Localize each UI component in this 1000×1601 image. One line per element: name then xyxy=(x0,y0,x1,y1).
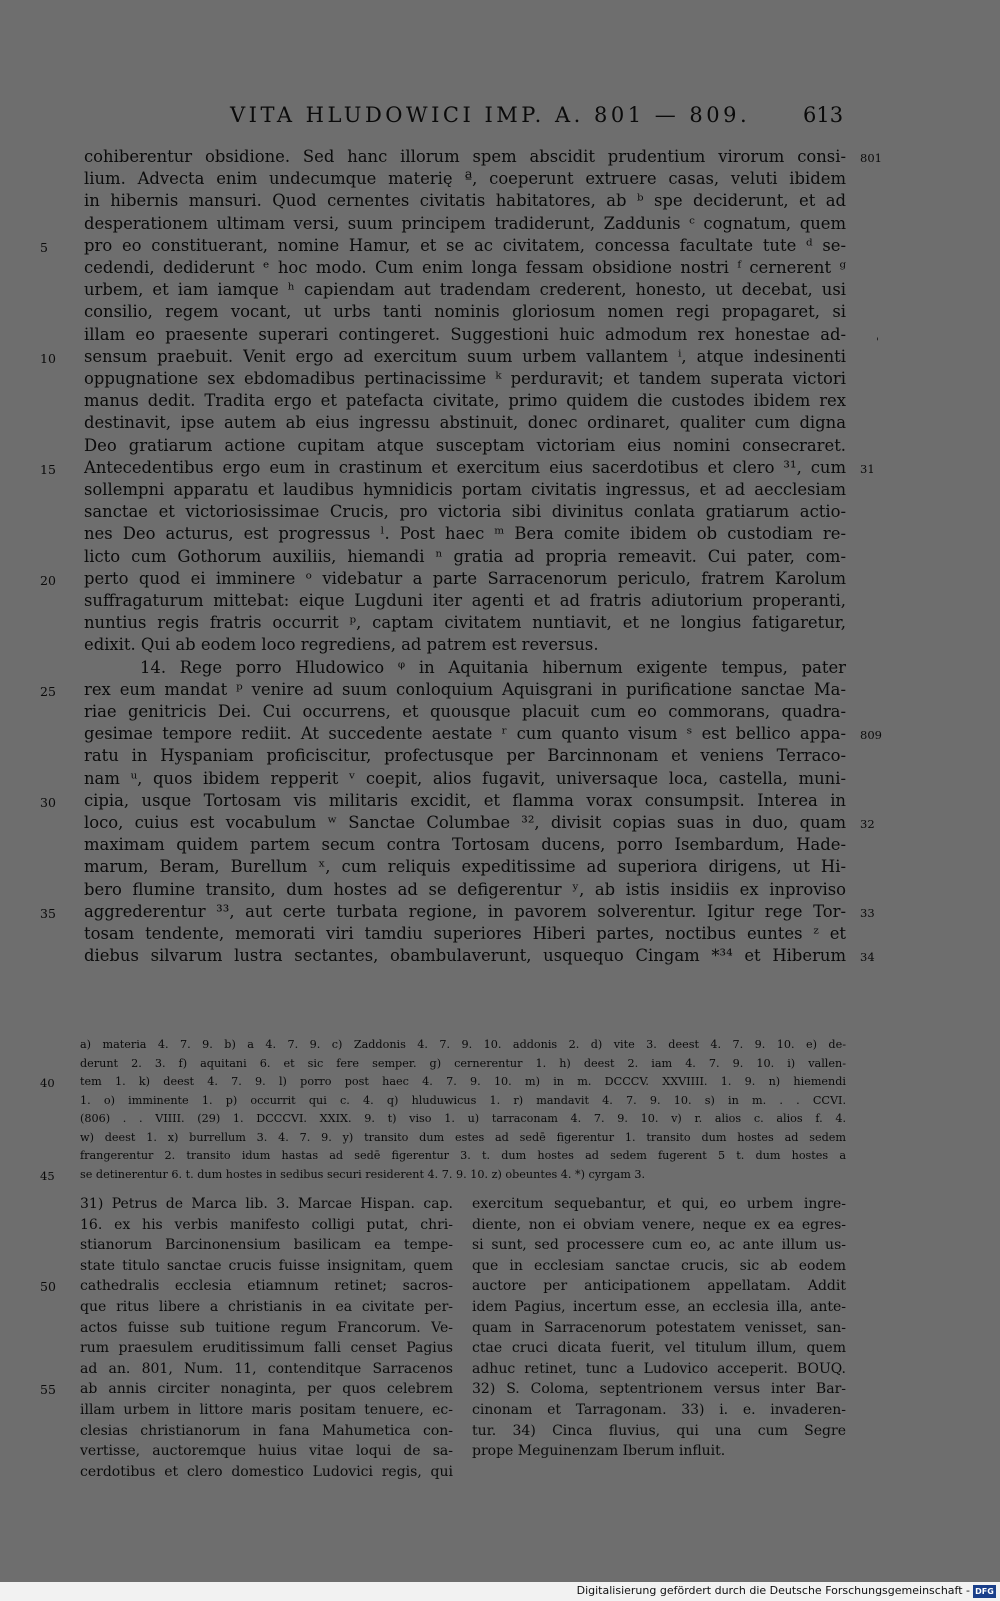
commentary-right-text: auctore per anticipationem appellatam. Addit xyxy=(472,1278,846,1295)
footer-credit: Digitalisierung gefördert durch die Deutsche Forschungsgemeinschaft - xyxy=(576,1584,970,1597)
commentary-right-text: prope Meguinenzam Iberum influit. xyxy=(472,1443,726,1460)
line-number: 55 xyxy=(40,1382,56,1398)
apparatus-line xyxy=(0,1147,1000,1166)
line-text: illam eo praesente superari contingeret. Suggestioni huic admodum rex honestae ad- xyxy=(84,324,846,344)
commentary-left-text: ab annis circiter nonaginta, per quos celebrem xyxy=(80,1381,453,1398)
line-text: Deo gratiarum actione cupitam atque susceptam victoriam eius nomini consecraret. xyxy=(84,435,846,455)
line-number: 15 xyxy=(40,461,56,477)
line-text: in hibernis mansuri. Quod cernentes civitatis habitatores, ab ᵇ spe deciderunt, et ad xyxy=(84,191,846,211)
commentary-left-text: cerdotibus et clero domestico Ludovici regis, qui xyxy=(80,1463,453,1480)
text-line xyxy=(0,301,1000,324)
text-line xyxy=(0,790,1000,813)
line-number: 45 xyxy=(40,1168,55,1183)
text-line xyxy=(0,523,1000,546)
line-text: suffragaturum mittebat: eique Lugduni iter agenti et ad fratris adiutorium properanti, xyxy=(84,591,846,610)
text-line xyxy=(0,945,1000,968)
apparatus-line xyxy=(0,1055,1000,1074)
line-text: 1. o) imminente 1. p) occurrit qui c. 4. q) hluduwicus 1. r) mandavit 4. 7. 9. 10. s) in m. . . CCVI. xyxy=(80,1093,846,1107)
page-number: 613 xyxy=(803,103,844,127)
line-text: lium. Advecta enim undecumque materię ª, coeperunt extruere casas, veluti ibidem xyxy=(84,169,846,189)
commentary-right-text: idem Pagius, incertum esse, an ecclesia illa, ante- xyxy=(472,1299,846,1315)
commentary-line xyxy=(0,1215,1000,1235)
apparatus-line xyxy=(0,1129,1000,1148)
line-text: oppugnatione sex ebdomadibus pertinacissime ᵏ perduravit; et tandem superata victori xyxy=(84,369,846,388)
text-line xyxy=(0,501,1000,524)
text-line xyxy=(0,190,1000,213)
header-title: VITA HLUDOWICI IMP. A. 801 — 809. xyxy=(230,103,751,127)
line-text: (806) . . VIIII. (29) 1. DCCCVI. XXIX. 9. t) viso 1. u) tarraconam 4. 7. 9. 10. v) r. alios c. alios f. 4. xyxy=(80,1112,846,1125)
line-text: maximam quidem partem secum contra Tortosam ducens, porro Isembardum, Hade- xyxy=(84,835,846,855)
running-header xyxy=(0,103,1000,135)
text-line xyxy=(0,612,1000,635)
line-text: desperationem ultimam versi, suum principem tradiderunt, Zaddunis ᶜ cognatum, quem xyxy=(84,213,846,233)
commentary-right-text: adhuc retinet, tunc a Ludovico acceperit. BOUQ. xyxy=(472,1360,846,1377)
commentary-left-text: que ritus libere a christianis in ea civitate per- xyxy=(80,1299,453,1315)
text-line xyxy=(0,368,1000,391)
line-text: perto quod ei imminere ᵒ videbatur a parte Sarracenorum periculo, fratrem Karolum xyxy=(84,568,846,588)
text-line xyxy=(0,923,1000,946)
commentary-line xyxy=(0,1379,1000,1399)
commentary-right-text: exercitum sequebantur, et qui, eo urbem ingre- xyxy=(472,1196,846,1212)
line-text: edixit. Qui ab eodem loco regrediens, ad patrem est reversus. xyxy=(84,635,599,655)
margin-note: 32 xyxy=(860,817,875,831)
text-line xyxy=(0,457,1000,480)
commentary-right-text: que in ecclesiam sanctae crucis, sic ab eodem xyxy=(472,1257,846,1274)
text-line xyxy=(0,723,1000,746)
commentary-line xyxy=(0,1441,1000,1461)
line-text: sanctae et victoriosissimae Crucis, pro victoria sibi divinitus conlata gratiarum actio- xyxy=(84,502,846,522)
margin-note: 809 xyxy=(860,728,882,743)
text-line xyxy=(0,657,1000,680)
text-line xyxy=(0,390,1000,413)
commentary-line xyxy=(0,1400,1000,1420)
line-text: nam ᵘ, quos ibidem repperit ᵛ coepit, alios fugavit, universaque loca, castella, muni- xyxy=(84,768,846,788)
apparatus-line xyxy=(0,1092,1000,1111)
text-line xyxy=(0,146,1000,169)
line-text: se detinerentur 6. t. dum hostes in sedibus securi residerent 4. 7. 9. 10. z) obeuntes 4. *) cyrgam 3. xyxy=(80,1167,646,1181)
line-text: nes Deo acturus, est progressus ˡ. Post haec ᵐ Bera comite ibidem ob custodiam re- xyxy=(84,524,846,544)
line-text: riae genitricis Dei. Cui occurrens, et quousque placuit cum eo commorans, quadra- xyxy=(84,702,846,721)
line-text: pro eo constituerant, nomine Hamur, et se ac civitatem, concessa facultate tute ᵈ se- xyxy=(84,235,846,255)
text-line xyxy=(0,590,1000,613)
line-number: 30 xyxy=(40,794,56,810)
dfg-logo: DFG xyxy=(973,1585,996,1598)
apparatus-line xyxy=(0,1110,1000,1129)
line-text: Antecedentibus ergo eum in crastinum et exercitum eius sacerdotibus et clero ³¹, cum xyxy=(84,457,846,477)
apparatus-line xyxy=(0,1073,1000,1092)
line-number: 10 xyxy=(40,350,56,366)
commentary-right-text: tur. 34) Cinca fluvius, qui una cum Segre xyxy=(472,1422,846,1439)
line-text: licto cum Gothorum auxiliis, hiemandi ⁿ gratia ad propria remeavit. Cui pater, com- xyxy=(84,546,846,566)
text-line xyxy=(0,435,1000,458)
line-text: tosam tendente, memorati viri tamdiu superiores Hiberi partes, noctibus euntes ᶻ et xyxy=(84,924,846,943)
commentary-left-text: 16. ex his verbis manifesto colligi putat, chri- xyxy=(80,1216,453,1233)
commentary-left-text: state titulo sanctae crucis fuisse insignitam, quem xyxy=(80,1257,453,1274)
text-line xyxy=(0,279,1000,302)
line-text: frangerentur 2. transito idum hastas ad sedē figerentur 3. t. dum hostes ad sedem fugerent 5 t. dum hostes a xyxy=(80,1149,846,1162)
text-line xyxy=(0,479,1000,502)
commentary-line xyxy=(0,1276,1000,1296)
commentary-line xyxy=(0,1338,1000,1358)
commentary-line xyxy=(0,1297,1000,1317)
text-line xyxy=(0,879,1000,902)
commentary-right-text: si sunt, sed processere cum eo, ac ante illum us- xyxy=(472,1237,846,1254)
text-line xyxy=(0,568,1000,591)
margin-note: 33 xyxy=(860,905,875,920)
text-line xyxy=(0,324,1000,347)
commentary-line xyxy=(0,1421,1000,1441)
commentary-right-text: diente, non ei obviam venere, neque ex ea egres- xyxy=(472,1216,846,1233)
apparatus-line xyxy=(0,1036,1000,1055)
line-number: 25 xyxy=(40,683,56,699)
line-text: manus dedit. Tradita ergo et patefacta civitate, primo quidem die custodes ibidem rex xyxy=(84,391,846,411)
line-number: 20 xyxy=(40,572,56,588)
commentary-line xyxy=(0,1359,1000,1379)
line-text: diebus silvarum lustra sectantes, obambulaverunt, usquequo Cingam *³⁴ et Hiberum xyxy=(84,946,846,966)
margin-note: 31 xyxy=(860,461,875,476)
commentary-left-text: actos fuisse sub tuitione regum Francorum. Ve- xyxy=(80,1319,453,1336)
margin-note: 801 xyxy=(860,151,882,165)
commentary-left-text: cathedralis ecclesia etiamnum retinet; sacros- xyxy=(80,1278,453,1295)
line-number: 5 xyxy=(40,239,48,255)
commentary-right-text: cinonam et Tarragonam. 33) i. e. invaderen- xyxy=(472,1402,846,1418)
line-text: sollempni apparatu et laudibus hymnidicis portam civitatis ingressus, et ad aecclesiam xyxy=(84,480,846,499)
commentary-line xyxy=(0,1462,1000,1482)
apparatus-line xyxy=(0,1166,1000,1185)
text-line xyxy=(0,634,1000,657)
margin-tick: ' xyxy=(876,337,879,348)
commentary-left-text: vertisse, auctoremque huius vitae loqui de sa- xyxy=(80,1443,453,1460)
text-line xyxy=(0,901,1000,924)
commentary-right-text: ctae cruci dicata fuerit, vel titulum illum, quem xyxy=(472,1340,846,1357)
footer-bar xyxy=(0,1582,1000,1601)
commentary-left-text: clesias christianorum in fana Mahumetica con- xyxy=(80,1422,453,1439)
commentary-left-text: 31) Petrus de Marca lib. 3. Marcae Hispan. cap. xyxy=(80,1196,453,1212)
text-line xyxy=(0,168,1000,191)
line-text: aggrederentur ³³, aut certe turbata regione, in pavorem solverentur. Igitur rege Tor- xyxy=(84,901,846,921)
text-line xyxy=(0,213,1000,236)
text-line xyxy=(0,257,1000,280)
line-text: nuntius regis fratris occurrit ᵖ, captam civitatem nuntiavit, et ne longius fatigaretur, xyxy=(84,613,846,633)
line-text: consilio, regem vocant, ut urbs tanti nominis gloriosum nomen regi propagaret, si xyxy=(84,302,846,322)
text-line xyxy=(0,701,1000,724)
text-line xyxy=(0,346,1000,369)
line-text: rex eum mandat ᵖ venire ad suum conloquium Aquisgrani in purificatione sanctae Ma- xyxy=(84,679,846,699)
line-text: loco, cuius est vocabulum ʷ Sanctae Columbae ³², divisit copias suas in duo, quam xyxy=(84,813,846,832)
text-line xyxy=(0,856,1000,879)
commentary-right-text: quam in Sarracenorum potestatem venisset, san- xyxy=(472,1319,846,1336)
line-text: cedendi, dediderunt ᵉ hoc modo. Cum enim longa fessam obsidione nostri ᶠ cernerent ᵍ xyxy=(84,258,846,277)
line-text: tem 1. k) deest 4. 7. 9. l) porro post haec 4. 7. 9. 10. m) in m. DCCCV. XXVIIII. 1. 9. n) hiemendi xyxy=(80,1075,846,1088)
text-line xyxy=(0,834,1000,857)
commentary-line xyxy=(0,1256,1000,1276)
line-text: gesimae tempore rediit. At succedente aestate ʳ cum quanto visum ˢ est bellico appa- xyxy=(84,724,846,744)
line-text: a) materia 4. 7. 9. b) a 4. 7. 9. c) Zaddonis 4. 7. 9. 10. addonis 2. d) vite 3. deest 4. 7. 9. 10. e) de- xyxy=(80,1038,846,1051)
text-line xyxy=(0,546,1000,569)
line-number: 35 xyxy=(40,905,56,921)
commentary-left-text: rum praesulem eruditissimum falli censet Pagius xyxy=(80,1340,453,1357)
commentary-right-text: 32) S. Coloma, septentrionem versus inter Bar- xyxy=(472,1381,846,1398)
line-text: 14. Rege porro Hludowico ᵠ in Aquitania hibernum exigente tempus, pater xyxy=(140,657,846,677)
text-line xyxy=(0,768,1000,791)
text-line xyxy=(0,679,1000,702)
line-text: marum, Beram, Burellum ˣ, cum reliquis expeditissime ad superiora dirigens, ut Hi- xyxy=(84,857,846,877)
commentary-line xyxy=(0,1235,1000,1255)
line-text: derunt 2. 3. f) aquitani 6. et sic fere semper. g) cernerentur 1. h) deest 2. iam 4. 7. 9. 10. i) vallen- xyxy=(80,1056,846,1070)
line-text: destinavit, ipse autem ab eius ingressu abstinuit, donec ordinaret, qualiter cum digna xyxy=(84,413,846,433)
commentary-left-text: ad an. 801, Num. 11, contenditque Sarracenos xyxy=(80,1360,453,1377)
line-text: bero flumine transito, dum hostes ad se defigerentur ʸ, ab istis insidiis ex inproviso xyxy=(84,879,846,899)
line-text: sensum praebuit. Venit ergo ad exercitum suum urbem vallantem ⁱ, atque indesinenti xyxy=(84,346,846,366)
line-text: cipia, usque Tortosam vis militaris excidit, et flamma vorax consumpsit. Interea in xyxy=(84,790,846,810)
commentary-left-text: stianorum Barcinonensium basilicam ea tempe- xyxy=(80,1237,453,1254)
commentary-line xyxy=(0,1194,1000,1214)
commentary-line xyxy=(0,1318,1000,1338)
margin-note: 34 xyxy=(860,950,875,965)
text-line xyxy=(0,235,1000,258)
text-line xyxy=(0,412,1000,435)
line-number: 50 xyxy=(40,1279,56,1295)
line-text: cohiberentur obsidione. Sed hanc illorum spem abscidit prudentium virorum consi- xyxy=(84,147,846,166)
line-text: ratu in Hyspaniam proficiscitur, profectusque per Barcinnonam et veniens Terraco- xyxy=(84,746,846,766)
line-text: urbem, et iam iamque ʰ capiendam aut tradendam crederent, honesto, ut decebat, usi xyxy=(84,280,846,300)
commentary-left-text: illam urbem in littore maris positam tenuere, ec- xyxy=(80,1402,453,1418)
line-text: w) deest 1. x) burrellum 3. 4. 7. 9. y) transito dum estes ad sedē figerentur 1. transito dum hostes ad sedem xyxy=(80,1130,846,1144)
text-line xyxy=(0,812,1000,835)
line-number: 40 xyxy=(40,1076,55,1090)
text-line xyxy=(0,745,1000,768)
